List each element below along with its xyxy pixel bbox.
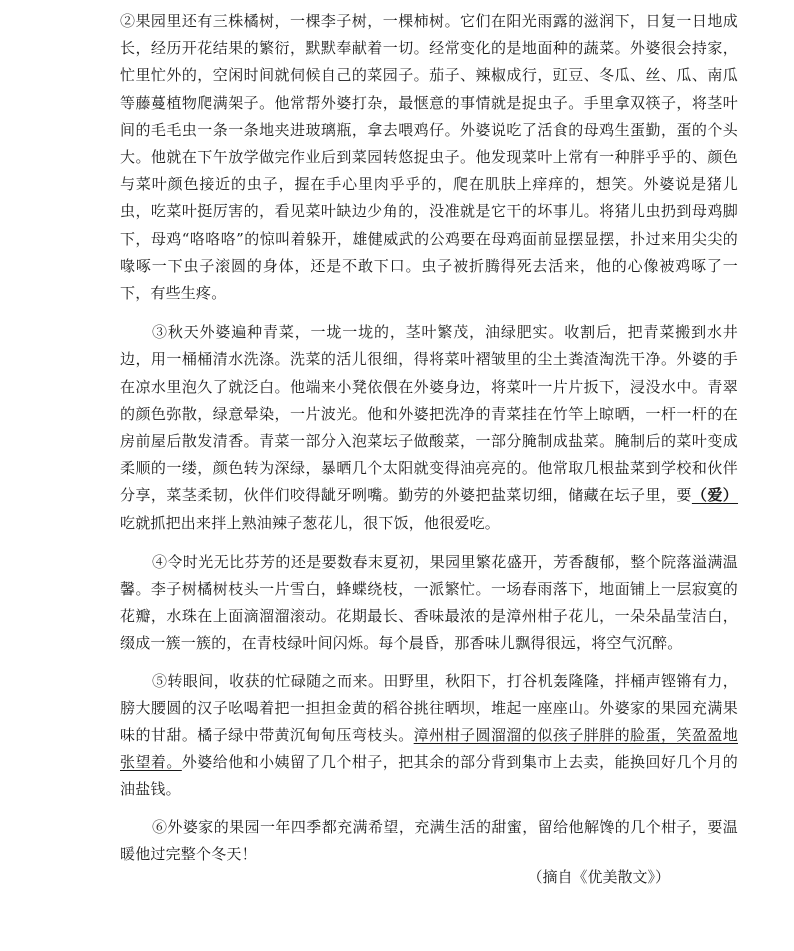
paragraph-4: ④令时光无比芬芳的还是要数春末夏初，果园里繁花盛开，芳香馥郁，整个院落溢满温馨。李子树橘树枝头一片雪白，蜂蝶绕枝，一派繁忙。一场春雨落下，地面铺上一层寂寞的花瓣，水珠在上面滴溜溜滚动。花期最长、香味最浓的是漳州柑子花儿，一朵朵晶莹洁白，缀成一簇一簇的，在青枝绿叶间闪烁。每个晨昏，那香味儿飘得很远，将空气沉醉。 [120, 552, 738, 653]
paragraph-3 [120, 319, 738, 537]
paragraph-3-text-a: ③秋天外婆遍种青菜，一垅一垅的，茎叶繁茂，油绿肥实。收割后，把青菜搬到水井边，用一桶桶清水洗涤。洗菜的活儿很细，得将菜叶褶皱里的尘土粪渣淘洗干净。外婆的手在凉水里泡久了就泛白。他端来小凳依偎在外婆身边，将菜叶一片片扳下，浸没水中。青翠的颜色弥散，绿意晕染，一片波光。他和外婆把洗净的青菜挂在竹竿上晾晒，一杆一杆的在房前屋后散发清香。青菜一部分入泡菜坛子做酸菜，一部分腌制成盐菜。腌制后的菜叶变成柔顺的一缕，颜色转为深绿，暴晒几个太阳就变得油亮亮的。他常取几根盐菜到学校和伙伴分享，菜茎柔韧，伙伴们咬得龇牙咧嘴。勤劳的外婆把盐菜切细，储藏在坛子里，要 [120, 323, 738, 505]
paragraph-5 [120, 668, 738, 804]
paragraph-5-text-b: 外婆给他和小姨留了几个柑子，把其余的部分背到集市上去卖，能换回好几个月的油盐钱。 [120, 753, 738, 799]
paragraph-5-underlined-sentence: 漳州柑子圆溜溜的似孩子胖胖的脸蛋，笑盈盈地张望着。 [120, 726, 738, 772]
paragraph-2: ②果园里还有三株橘树，一棵李子树，一棵柿树。它们在阳光雨露的滋润下，日复一日地成长，经历开花结果的繁衍，默默奉献着一切。经常变化的是地面种的蔬菜。外婆很会持家，忙里忙外的，空闲时间就伺候自己的菜园子。茄子、辣椒成行，豇豆、冬瓜、丝、瓜、南瓜等藤蔓植物爬满架子。他常帮外婆打杂，最惬意的事情就是捉虫子。手里拿双筷子，将茎叶间的毛毛虫一条一条地夹进玻璃瓶，拿去喂鸡仔。外婆说吃了活食的母鸡生蛋勤，蛋的个头大。他就在下午放学做完作业后到菜园转悠捉虫子。他发现菜叶上常有一种胖乎乎的、颜色与菜叶颜色接近的虫子，握在手心里肉乎乎的，爬在肌肤上痒痒的，想笑。外婆说是猪儿虫，吃菜叶挺厉害的，看见菜叶缺边少角的，没准就是它干的坏事儿。将猪儿虫扔到母鸡脚下，母鸡“咯咯咯”的惊叫着躲开，雄健威武的公鸡要在母鸡面前显摆显摆，扑过来用尖尖的喙啄一下虫子滚圆的身体，还是不敢下口。虫子被折腾得死去活来，他的心像被鸡啄了一下，有些生疼。 [120, 12, 738, 303]
paragraph-6: ⑥外婆家的果园一年四季都充满希望，充满生活的甜蜜，留给他解馋的几个柑子，要温暖他过完整个冬天！ [120, 817, 738, 863]
source-citation: （摘自《优美散文》） [527, 868, 670, 886]
paragraph-3-blank-mark: （爱） [691, 486, 739, 505]
paragraph-5-text-a: ⑤转眼间，收获的忙碌随之而来。田野里，秋阳下，打谷机轰隆隆，拌桶声铿锵有力，膀大腰圆的汉子吆喝着把一担担金黄的稻谷挑往晒坝，堆起一座座山。外婆家的果园充满果味的甘甜。橘子绿中带黄沉甸甸压弯枝头。 [120, 671, 738, 745]
paragraph-3-text-b: 吃就抓把出来拌上熟油辣子葱花儿，很下饭，他很爱吃。 [120, 513, 501, 532]
